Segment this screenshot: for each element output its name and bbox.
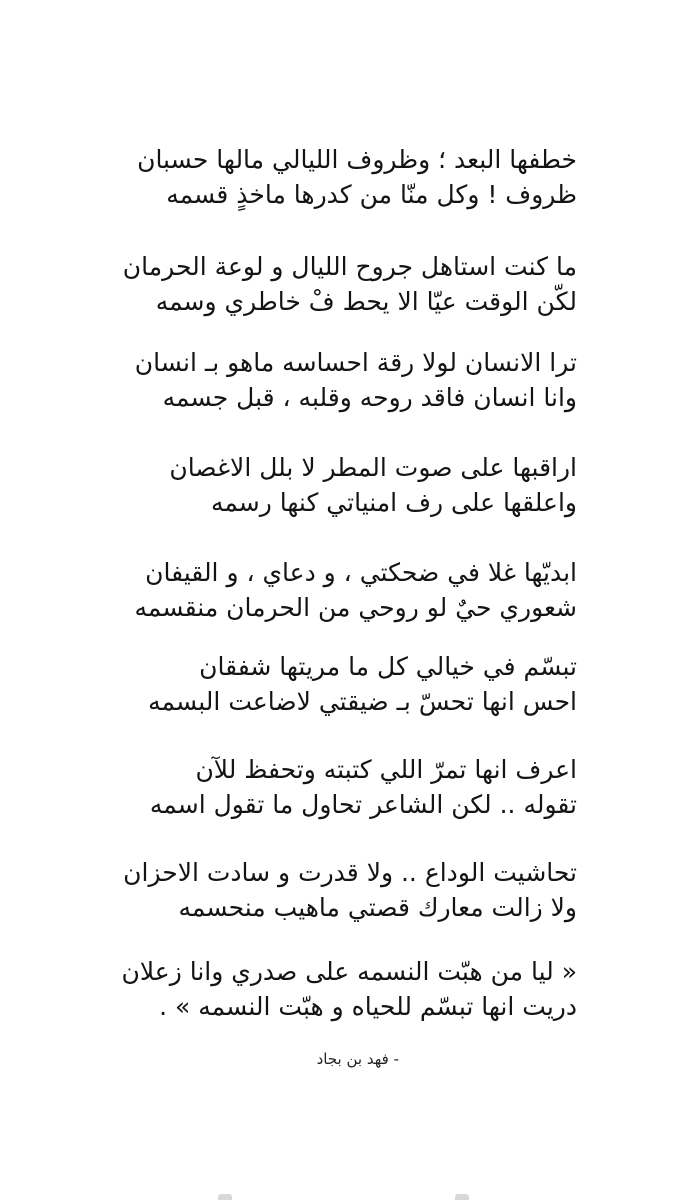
stanza-4-line-1: اراقبها على صوت المطر لا بلل الاغصان bbox=[169, 453, 577, 482]
stanza-8-line-2: ولا زالت معارك قصتي ماهيب منحسمه bbox=[178, 893, 577, 922]
bottom-edge-marks bbox=[0, 1190, 675, 1200]
poet-signature: - فهد بن بجاد bbox=[316, 1050, 399, 1068]
stanza-8-line-1: تحاشيت الوداع .. ولا قدرت و سادت الاحزان bbox=[123, 858, 577, 887]
stanza-4-line-2: واعلقها على رف امنياتي كنها رسمه bbox=[210, 488, 577, 517]
edge-mark bbox=[455, 1194, 469, 1200]
stanza-2-line-2: لكّن الوقت عيّا الا يحط فْ خاطري وسمه bbox=[155, 287, 577, 316]
stanza-2-line-1: ما كنت استاهل جروح الليال و لوعة الحرمان bbox=[122, 252, 577, 281]
stanza-7-line-2: تقوله .. لكن الشاعر تحاول ما تقول اسمه bbox=[149, 790, 577, 819]
edge-mark bbox=[218, 1194, 232, 1200]
stanza-3 bbox=[97, 345, 577, 415]
stanza-9-line-1: « ليا من هبّت النسمه على صدري وانا زعلان bbox=[121, 957, 577, 986]
stanza-3-line-2: وانا انسان فاقد روحه وقلبه ، قبل جسمه bbox=[162, 383, 577, 412]
stanza-1-line-1: خطفها البعد ؛ وظروف الليالي مالها حسبان bbox=[137, 145, 577, 174]
stanza-9 bbox=[97, 954, 577, 1024]
stanza-6 bbox=[97, 649, 577, 719]
stanza-8 bbox=[97, 855, 577, 925]
stanza-1 bbox=[97, 142, 577, 212]
stanza-2 bbox=[97, 249, 577, 319]
stanza-5-line-1: ابديّها غلا في ضحكتي ، و دعاي ، و القيفان bbox=[145, 558, 577, 587]
stanza-1-line-2: ظروف ! وكل منّا من كدرها ماخذٍ قسمه bbox=[166, 180, 577, 209]
stanza-7 bbox=[97, 752, 577, 822]
stanza-5-line-2: شعوري حيٌ لو روحي من الحرمان منقسمه bbox=[134, 593, 577, 622]
stanza-5 bbox=[97, 555, 577, 625]
stanza-6-line-2: احس انها تحسّ بـ ضيقتي لاضاعت البسمه bbox=[148, 687, 577, 716]
stanza-7-line-1: اعرف انها تمرّ اللي كتبته وتحفظ للآن bbox=[195, 755, 577, 784]
stanza-6-line-1: تبسّم في خيالي كل ما مريتها شفقان bbox=[199, 652, 577, 681]
stanza-3-line-1: ترا الانسان لولا رقة احساسه ماهو بـ انسان bbox=[134, 348, 577, 377]
stanza-4 bbox=[97, 450, 577, 520]
stanza-9-line-2: دريت انها تبسّم للحياه و هبّت النسمه » . bbox=[159, 992, 577, 1021]
